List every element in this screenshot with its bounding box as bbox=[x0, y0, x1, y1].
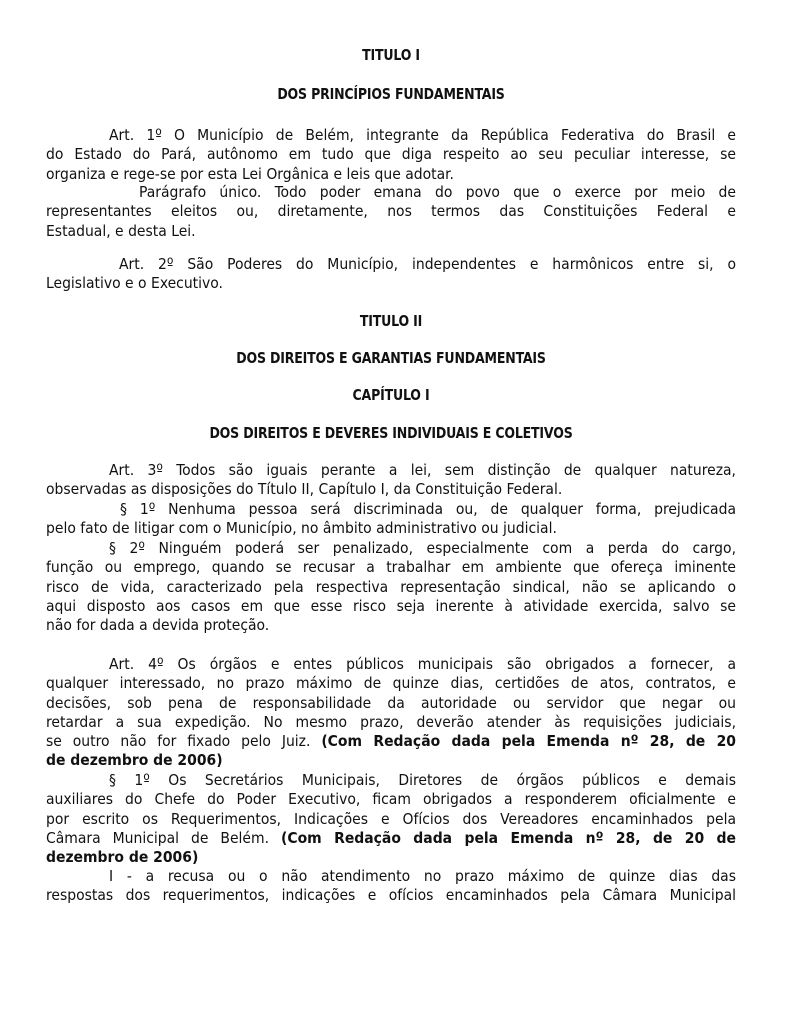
text-line: representantes eleitos ou, diretamente, nos termos das Constituições Federal e bbox=[46, 202, 736, 221]
text-line bbox=[46, 829, 736, 848]
article-3 bbox=[46, 461, 736, 500]
text-line: pelo fato de litigar com o Município, no âmbito administrativo ou judicial. bbox=[46, 519, 557, 538]
text-line: função ou emprego, quando se recusar a trabalhar em ambiente que ofereça iminente bbox=[46, 558, 736, 577]
article-1-sole-paragraph bbox=[46, 183, 736, 241]
text-line: decisões, sob pena de responsabilidade da autoridade ou servidor que negar ou bbox=[46, 693, 736, 712]
chapter-capitulo-1: CAPÍTULO I bbox=[352, 386, 430, 404]
article-3-paragraph-2 bbox=[46, 539, 736, 635]
subtitle-direitos-deveres: DOS DIREITOS E DEVERES INDIVIDUAIS E COLETIVOS bbox=[209, 424, 573, 442]
subtitle-direitos-garantias: DOS DIREITOS E GARANTIAS FUNDAMENTAIS bbox=[236, 349, 546, 367]
text-line: observadas as disposições do Título II, Capítulo I, da Constituição Federal. bbox=[46, 480, 563, 499]
text-plain: se outro não for fixado pelo Juiz. bbox=[46, 732, 322, 751]
text-line: § 1º Os Secretários Municipais, Diretores de órgãos públicos e demais bbox=[109, 771, 736, 789]
article-3-paragraph-1 bbox=[46, 500, 736, 539]
amendment-note: (Com Redação dada pela Emenda nº 28, de 20 bbox=[321, 732, 736, 751]
text-line: por escrito os Requerimentos, Indicações e Ofícios dos Vereadores encaminhados pela bbox=[46, 809, 736, 828]
text-line: Parágrafo único. Todo poder emana do povo que o exerce por meio de bbox=[139, 183, 736, 201]
text-line: auxiliares do Chefe do Poder Executivo, ficam obrigados a responderem oficialmente e bbox=[46, 790, 736, 809]
article-4-inciso-1 bbox=[46, 867, 736, 906]
title-titulo-1: TITULO I bbox=[362, 46, 420, 64]
article-4 bbox=[46, 655, 736, 771]
amendment-note-tail: dezembro de 2006) bbox=[46, 848, 199, 867]
text-line: retardar a sua expedição. No mesmo prazo, deverão atender às requisições judiciais, bbox=[46, 712, 736, 731]
amendment-note: (Com Redação dada pela Emenda nº 28, de 20 de bbox=[280, 828, 736, 847]
text-line: aqui disposto aos casos em que esse risco seja inerente à atividade exercida, salvo se bbox=[46, 596, 736, 615]
text-line: Legislativo e o Executivo. bbox=[46, 274, 223, 293]
text-line: do Estado do Pará, autônomo em tudo que diga respeito ao seu peculiar interesse, se bbox=[46, 145, 736, 164]
subtitle-principios-fundamentais: DOS PRINCÍPIOS FUNDAMENTAIS bbox=[277, 85, 505, 103]
text-plain: Câmara Municipal de Belém. bbox=[46, 828, 281, 847]
text-line: Art. 3º Todos são iguais perante a lei, sem distinção de qualquer natureza, bbox=[109, 461, 736, 479]
article-1 bbox=[46, 126, 736, 184]
article-2 bbox=[46, 255, 736, 294]
text-line bbox=[46, 732, 736, 751]
text-line: Art. 4º Os órgãos e entes públicos municipais são obrigados a fornecer, a bbox=[109, 655, 736, 673]
text-line: I - a recusa ou o não atendimento no prazo máximo de quinze dias das bbox=[109, 867, 736, 885]
text-line: organiza e rege-se por esta Lei Orgânica e leis que adotar. bbox=[46, 164, 454, 183]
text-line: não for dada a devida proteção. bbox=[46, 616, 270, 635]
text-line: § 1º Nenhuma pessoa será discriminada ou, de qualquer forma, prejudicada bbox=[120, 500, 736, 518]
text-line: Estadual, e desta Lei. bbox=[46, 221, 196, 240]
text-line: risco de vida, caracterizado pela respectiva representação sindical, não se aplicando o bbox=[46, 577, 736, 596]
text-line: respostas dos requerimentos, indicações e ofícios encaminhados pela Câmara Municipal bbox=[46, 886, 736, 905]
article-4-paragraph-1 bbox=[46, 771, 736, 867]
text-line: Art. 2º São Poderes do Município, independentes e harmônicos entre si, o bbox=[119, 255, 736, 273]
text-line: § 2º Ninguém poderá ser penalizado, especialmente com a perda do cargo, bbox=[109, 539, 736, 557]
title-titulo-2: TITULO II bbox=[359, 312, 423, 330]
text-line: Art. 1º O Município de Belém, integrante da República Federativa do Brasil e bbox=[109, 126, 736, 144]
amendment-note-tail: de dezembro de 2006) bbox=[46, 751, 223, 770]
text-line: qualquer interessado, no prazo máximo de quinze dias, certidões de atos, contratos, e bbox=[46, 674, 736, 693]
